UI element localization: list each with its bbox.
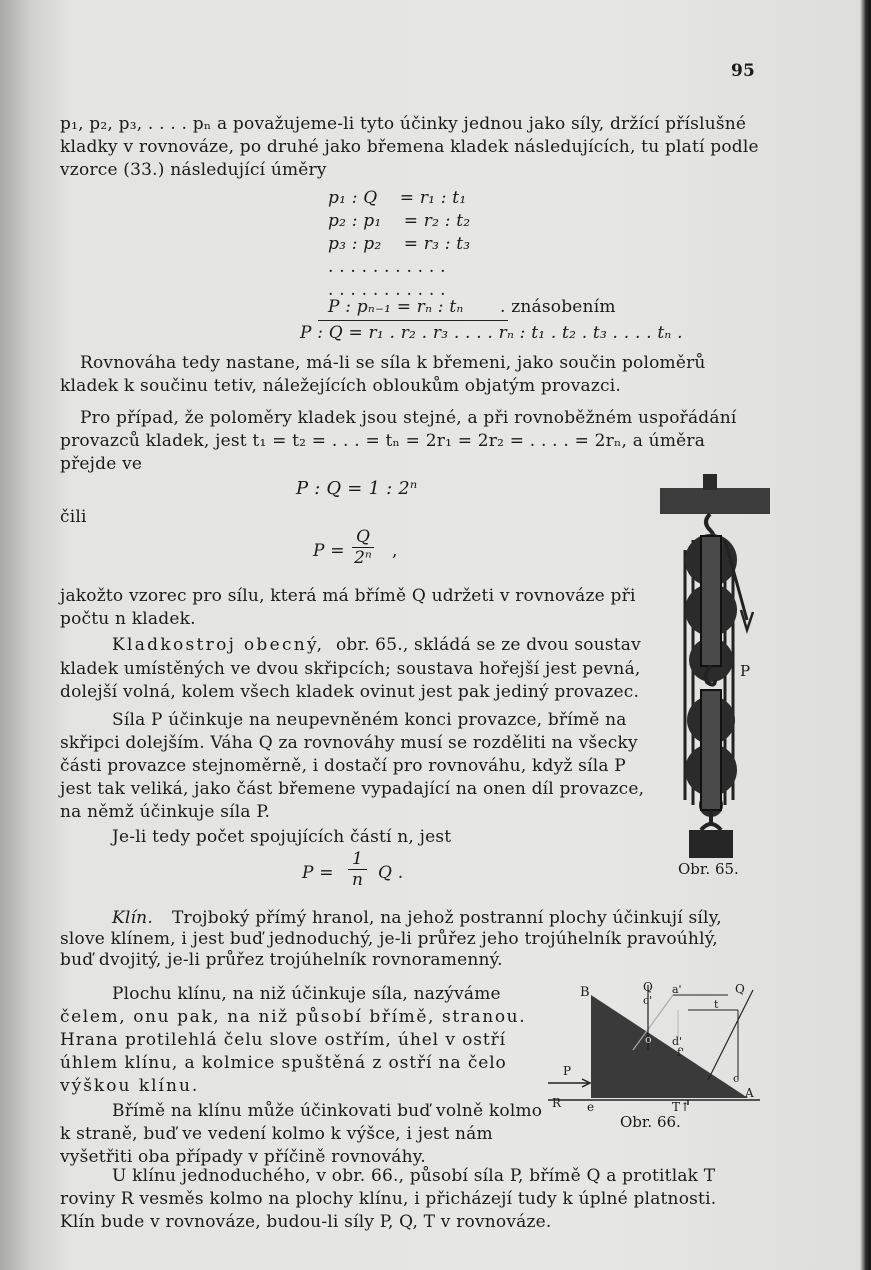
text-line: Síla P účinkuje na neupevněném konci provazce, břímě na <box>112 710 627 730</box>
fraction-denominator: n <box>351 870 363 890</box>
term-klin: Klín. <box>112 908 153 928</box>
text-line: výškou klínu. <box>60 1076 200 1096</box>
fig66-label: P <box>563 1064 572 1078</box>
text-line: U klínu jednoduchého, v obr. 66., působí síla P, břímě Q a protitlak T <box>112 1166 716 1186</box>
text-line: skřipci dolejším. Váha Q za rovnováhy musí se rozděliti na všecky <box>60 733 638 753</box>
text-line: Trojboký přímý hranol, na jehož postranní plochy účinkují síly, <box>172 908 722 928</box>
page-number: 95 <box>731 61 756 81</box>
text-line: na němž účinkuje síla P. <box>60 802 271 822</box>
fraction-numerator: 1 <box>348 849 367 870</box>
fig66-label: f' <box>677 1046 685 1059</box>
fraction-numerator: Q <box>352 527 374 548</box>
fig66-label: T↑ <box>672 1100 691 1114</box>
proportion-line: P : pₙ₋₁ = rₙ : tₙ <box>328 297 464 317</box>
upper-block <box>701 536 721 666</box>
text-line: k straně, buď ve vedení kolmo k výšce, i jest nám <box>60 1124 493 1144</box>
text-line: kladek umístěných ve dvou skřipcích; soustava hořejší jest pevná, <box>60 659 641 679</box>
proportion-line: p₁ : Q = r₁ : t₁ <box>328 188 467 208</box>
text-line: Pro případ, že poloměry kladek jsou stejné, a při rovnoběžném uspořádání <box>80 408 737 428</box>
n-eq-fraction <box>348 849 367 890</box>
force-eq-lhs: P = <box>313 541 345 561</box>
text-line: úhlem klínu, a kolmice spuštěná z ostří na čelo <box>60 1053 507 1073</box>
proportion-line: p₂ : p₁ = r₂ : t₂ <box>328 211 471 231</box>
rule-line <box>318 320 508 321</box>
fig66-label: R <box>552 1096 562 1110</box>
ratio-equation: P : Q = 1 : 2ⁿ <box>296 478 418 499</box>
text-line: vyšetřiti oba případy v příčině rovnováhy. <box>60 1147 426 1167</box>
fig66-label: Q <box>643 980 653 994</box>
ceiling-beam <box>660 488 770 514</box>
fig66-label: A <box>745 1086 754 1100</box>
fig66-label: Q <box>735 982 745 996</box>
fig66-label: t <box>714 998 719 1011</box>
proportion-dots: . . . . . . . . . . . <box>328 257 446 277</box>
text-line: dolejší volná, kolem všech kladek ovinut jest pak jediný provazec. <box>60 682 640 702</box>
fig66-label: a' <box>672 983 682 996</box>
fig66-label: e <box>587 1100 595 1114</box>
fraction-denominator: 2ⁿ <box>354 548 372 568</box>
text-line: p₁, p₂, p₃, . . . . pₙ a považujeme-li tyto účinky jednou jako síly, držící příslušné <box>60 114 747 134</box>
text-line: kladky v rovnováze, po druhé jako břemena kladek následujících, tu platí podle <box>60 137 759 157</box>
text-line: Rovnováha tedy nastane, má-li se síla k břemeni, jako součin poloměrů <box>80 353 706 373</box>
weight-block <box>689 830 733 858</box>
proportion-line: p₃ : p₂ = r₃ : t₃ <box>328 234 471 254</box>
text-line: přejde ve <box>60 454 143 474</box>
fig66-label: B <box>580 985 590 1000</box>
fig66-label: o <box>645 1033 652 1046</box>
text-line: jakožto vzorec pro sílu, která má břímě Q udržeti v rovnováze při <box>60 586 636 606</box>
product-equation: P : Q = r₁ . r₂ . r₃ . . . . rₙ : t₁ . t₂ . t₃ . . . . tₙ . <box>300 323 683 343</box>
text-line: počtu n kladek. <box>60 609 196 629</box>
word-cili: čili <box>60 507 87 527</box>
text-line: roviny R vesměs kolmo na plochy klínu, i přicházejí tudy k úplné platnosti. <box>60 1189 717 1209</box>
fig66-label: c <box>733 1072 740 1085</box>
text-line: čelem, onu pak, na niž působí břímě, stranou. <box>60 1007 527 1027</box>
text-line: části provazce stejnoměrně, i dostačí pro rovnováhu, když síla P <box>60 756 626 776</box>
fig66-caption: Obr. 66. <box>620 1113 681 1131</box>
fig66-label: c' <box>643 994 653 1007</box>
text-line: obr. 65., skládá se ze dvou soustav <box>336 635 641 655</box>
proportion-dots: . . . . . . . . . . . <box>328 280 446 300</box>
wedge-figure <box>548 980 768 1115</box>
fig66-label: d' <box>672 1035 683 1048</box>
text-line: Plochu klínu, na niž účinkuje síla, nazýváme <box>112 984 501 1004</box>
text-line: Klín bude v rovnováze, budou-li síly P, Q, T v rovnováze. <box>60 1212 552 1232</box>
n-eq-lhs: P = <box>302 863 334 883</box>
force-eq-comma: , <box>392 541 398 561</box>
lower-block <box>701 690 721 810</box>
term-kladkostroj: Kladkostroj obecný, <box>112 635 325 655</box>
n-eq-rhs: Q . <box>378 863 404 883</box>
pulley-figure <box>655 470 775 862</box>
text-line: provazců kladek, jest t₁ = t₂ = . . . = tₙ = 2r₁ = 2r₂ = . . . . = 2rₙ, a úměra <box>60 431 706 451</box>
text-line: kladek k součinu tetiv, náležejících obloukům objatým provazci. <box>60 376 621 396</box>
text-line: Je-li tedy počet spojujících částí n, jest <box>112 827 452 847</box>
multiply-note: . znásobením <box>500 297 616 317</box>
text-line: jest tak veliká, jako část břemene vypadající na onen díl provazce, <box>60 779 645 799</box>
text-line: vzorce (33.) následující úměry <box>60 160 327 180</box>
text-line: Hrana protilehlá čelu slove ostřím, úhel v ostří <box>60 1030 506 1050</box>
text-line: slove klínem, i jest buď jednoduchý, je-li průřez jeho trojúhelník pravoúhlý, <box>60 929 718 949</box>
fig65-label-p: P <box>740 662 751 680</box>
text-line: Břímě na klínu může účinkovati buď volně kolmo <box>112 1101 543 1121</box>
force-eq-fraction <box>352 527 374 568</box>
text-line: buď dvojitý, je-li průřez trojúhelník rovnoramenný. <box>60 950 503 970</box>
fig65-caption: Obr. 65. <box>678 860 739 878</box>
